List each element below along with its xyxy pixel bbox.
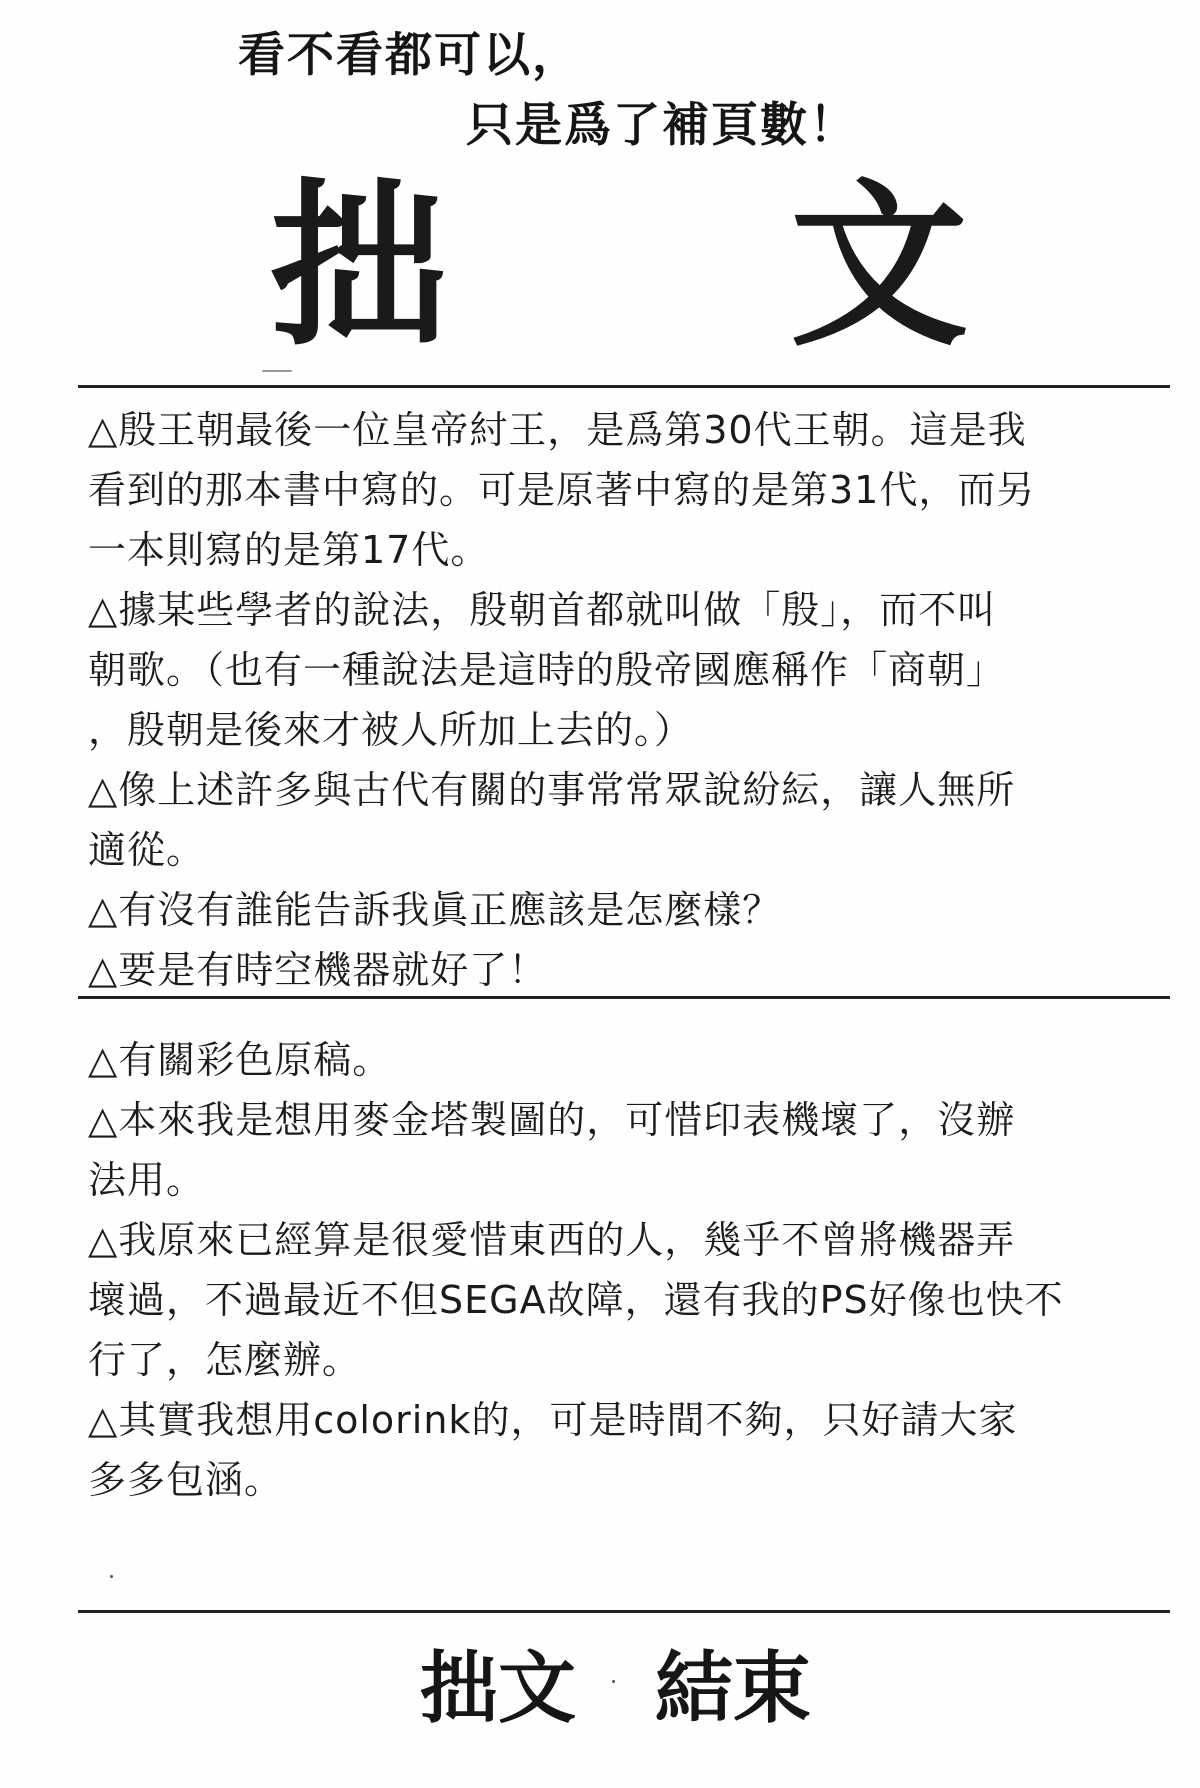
paragraph-s1-4: △有沒有誰能告訴我眞正應該是怎麼樣？ — [88, 888, 782, 932]
header-line-2: 只是爲了補頁數！ — [466, 98, 858, 153]
title-char-2: 文 — [790, 163, 968, 370]
paragraph-s1-5: △要是有時空機器就好了！ — [88, 948, 548, 992]
scan-speck — [612, 1680, 615, 1683]
divider-top — [78, 385, 1170, 388]
paragraph-s1-1: △殷王朝最後一位皇帝紂王，是爲第30代王朝。這是我 看到的那本書中寫的。可是原著中寫的是第31代，而另 一本則寫的是第17代。 — [88, 408, 1036, 572]
paragraph-s1-2: △據某些學者的說法，殷朝首都就叫做「殷」，而不叫 朝歌。（也有一種說法是這時的殷帝國應稱作「商朝」 ，殷朝是後來才被人所加上去的。） — [88, 588, 1006, 752]
scan-speck — [262, 370, 292, 372]
footer-title-left: 拙文 — [420, 1644, 577, 1734]
paragraph-s1-3: △像上述許多與古代有關的事常常眾說紛紜，讓人無所 適從。 — [88, 768, 1016, 872]
title-char-1: 拙 — [270, 163, 448, 370]
scan-speck — [110, 1575, 113, 1578]
paragraph-s2-4: △其實我想用colorink的，可是時間不夠，只好請大家 多多包涵。 — [88, 1398, 1018, 1502]
header-line-1: 看不看都可以， — [238, 28, 581, 83]
paragraph-s2-1: △有關彩色原稿。 — [88, 1038, 392, 1082]
paragraph-s2-2: △本來我是想用麥金塔製圖的，可惜印表機壞了，沒辦 法用。 — [88, 1098, 1016, 1202]
paragraph-s2-3: △我原來已經算是很愛惜東西的人，幾乎不曾將機器弄 壞過，不過最近不但SEGA故障，還有我的PS好像也快不 行了，怎麼辦。 — [88, 1218, 1064, 1382]
divider-middle — [78, 996, 1170, 999]
divider-bottom — [78, 1610, 1170, 1613]
footer-title-right: 結束 — [655, 1644, 812, 1734]
